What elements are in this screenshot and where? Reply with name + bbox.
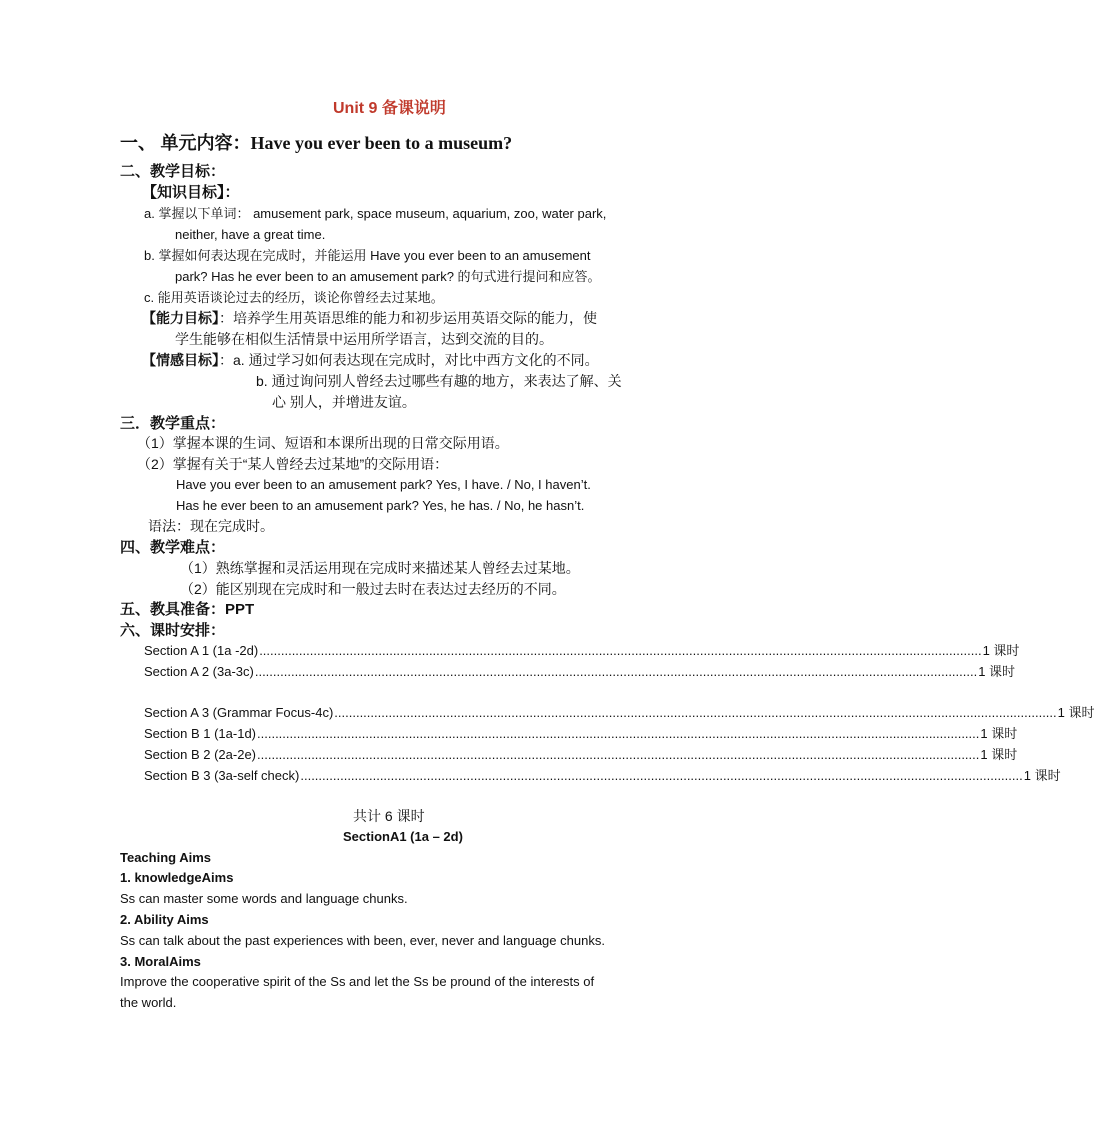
schedule-row-hours: 1 课时 (982, 643, 1020, 658)
schedule-row-name: Section A 3 (Grammar Focus-4c) (144, 705, 334, 720)
schedule-row (144, 643, 1020, 658)
lesson-section-title: SectionA1 (1a – 2d) (343, 829, 463, 844)
moral-aims-heading: 3. MoralAims (120, 954, 201, 969)
knowledge-aims-heading: 1. knowledgeAims (120, 870, 234, 885)
schedule-row-leader: ........................................................................................................................................................................................................ (257, 726, 980, 741)
section-teaching-objectives: 二、教学目标： (120, 163, 226, 180)
section-unit-content: 一、 单元内容：Have you ever been to a museum? (120, 133, 513, 153)
section-difficulties: 四、教学难点： (120, 539, 226, 556)
ability-aims-heading: 2. Ability Aims (120, 912, 209, 927)
schedule-row (144, 705, 1095, 720)
schedule-row-leader: ........................................................................................................................................................................................................ (334, 705, 1057, 720)
knowledge-item-c: c. 能用英语谈论过去的经历，谈论你曾经去过某地。 (144, 290, 444, 305)
key-point-2: （2）掌握有关于“某人曾经去过某地”的交际用语： (137, 456, 449, 472)
section-schedule: 六、课时安排： (120, 622, 226, 639)
section-teaching-aids: 五、教具准备：PPT (120, 601, 255, 618)
ability-objective-line1: ：培养学生用英语思维的能力和初步运用英语交际的能力，使 (219, 310, 597, 326)
schedule-row-hours: 1 课时 (980, 747, 1018, 762)
key-example-1: Have you ever been to an amusement park? Yes, I have. / No, I haven’t. (176, 477, 591, 492)
section-key-points: 三．教学重点： (120, 415, 226, 432)
schedule-row (144, 747, 1018, 762)
knowledge-aims-text: Ss can master some words and language chunks. (120, 891, 408, 906)
schedule-row-hours: 1 课时 (978, 664, 1016, 679)
emotion-objective-label: 【情感目标】 (142, 352, 219, 368)
schedule-row (144, 664, 1016, 679)
emotion-objective-item-b-line1: b. 通过询问别人曾经去过哪些有趣的地方，来表达了解、关 (256, 373, 622, 389)
ability-objective-label: 【能力目标】 (142, 310, 219, 326)
knowledge-item-b-line2: park? Has he ever been to an amusement park? 的句式进行提问和应答。 (175, 269, 601, 284)
moral-aims-text-line1: Improve the cooperative spirit of the Ss and let the Ss be pround of the interests of (120, 974, 595, 989)
schedule-total: 共计 6 课时 (353, 808, 425, 824)
ability-aims-text: Ss can talk about the past experiences with been, ever, never and language chunks. (120, 933, 605, 948)
emotion-objective-item-b-line2: 心 别人，并增进友谊。 (272, 394, 416, 410)
difficulty-2: （2）能区别现在完成时和一般过去时在表达过去经历的不同。 (180, 581, 566, 597)
schedule-row-name: Section B 2 (2a-2e) (144, 747, 257, 762)
knowledge-objective-label: 【知识目标】： (142, 184, 240, 201)
key-grammar: 语法：现在完成时。 (148, 518, 274, 534)
schedule-row-leader: ........................................................................................................................................................................................................ (257, 747, 980, 762)
schedule-row-hours: 1 课时 (1023, 768, 1061, 783)
schedule-row (144, 726, 1018, 741)
schedule-row-hours: 1 课时 (1057, 705, 1095, 720)
key-point-1: （1）掌握本课的生词、短语和本课所出现的日常交际用语。 (137, 435, 509, 451)
ability-objective-line2: 学生能够在相似生活情景中运用所学语言，达到交流的目的。 (175, 331, 553, 347)
schedule-row-leader: ........................................................................................................................................................................................................ (254, 664, 978, 679)
schedule-row-hours: 1 课时 (980, 726, 1018, 741)
page-title: Unit 9 备课说明 (333, 100, 446, 117)
schedule-row (144, 768, 1061, 783)
knowledge-item-a-line2: neither, have a great time. (175, 227, 326, 242)
schedule-row-name: Section B 1 (1a-1d) (144, 726, 257, 741)
knowledge-item-b-line1: b. 掌握如何表达现在完成时，并能运用 Have you ever been to an amusement (144, 248, 591, 263)
schedule-row-name: Section B 3 (3a-self check) (144, 768, 300, 783)
difficulty-1: （1）熟练掌握和灵活运用现在完成时来描述某人曾经去过某地。 (180, 560, 580, 576)
key-example-2: Has he ever been to an amusement park? Yes, he has. / No, he hasn’t. (176, 498, 585, 513)
teaching-aims-heading: Teaching Aims (120, 850, 212, 865)
knowledge-item-a-line1: a. 掌握以下单词： amusement park, space museum, aquarium, zoo, water park, (144, 206, 607, 221)
emotion-objective-item-a: ：a. 通过学习如何表达现在完成时，对比中西方文化的不同。 (219, 352, 599, 368)
schedule-row-name: Section A 2 (3a-3c) (144, 664, 254, 679)
moral-aims-text-line2: the world. (120, 995, 177, 1010)
schedule-row-leader: ........................................................................................................................................................................................................ (259, 643, 982, 658)
schedule-row-leader: ........................................................................................................................................................................................................ (300, 768, 1023, 783)
schedule-row-name: Section A 1 (1a -2d) (144, 643, 259, 658)
